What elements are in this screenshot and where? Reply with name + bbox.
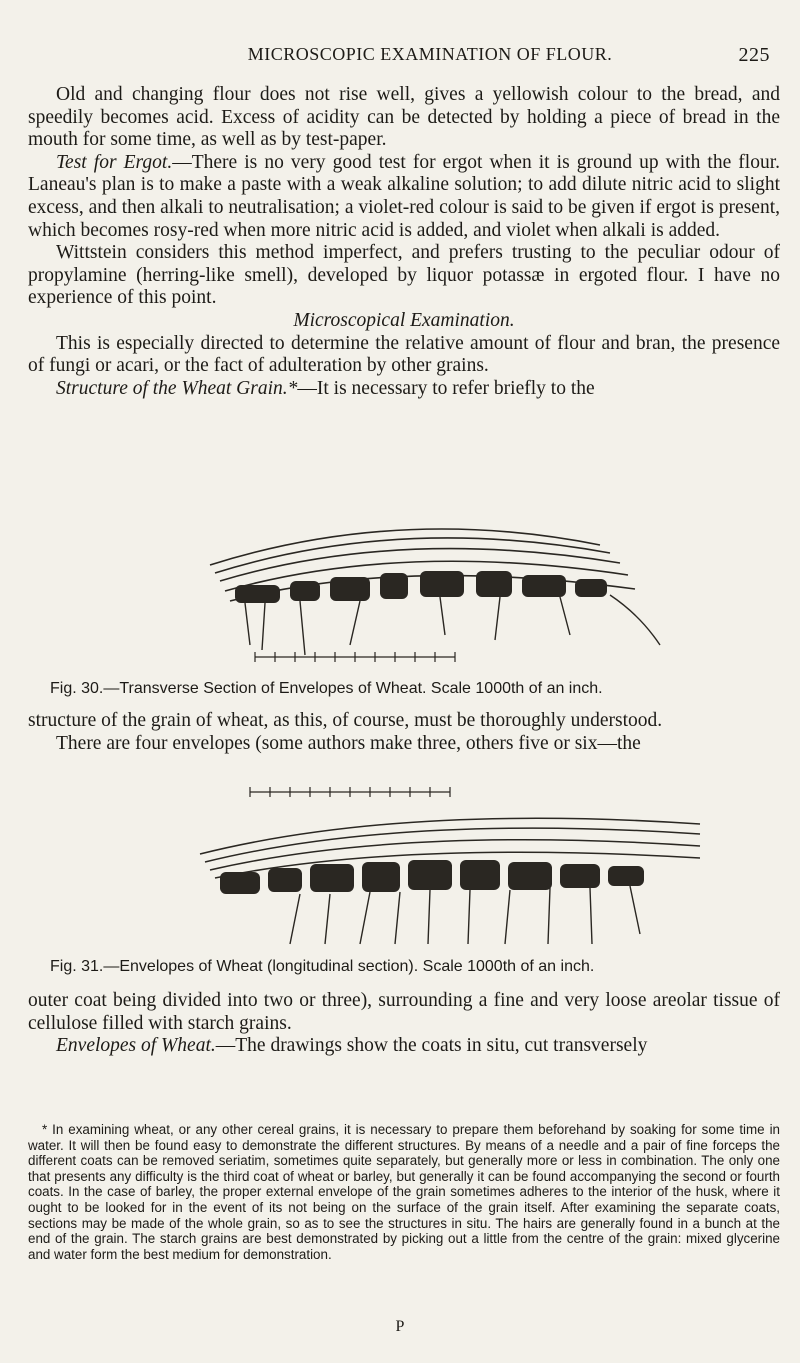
footnote — [28, 1122, 780, 1262]
running-header — [90, 44, 770, 70]
ergot-text: —There is no very good test for ergot when it is ground up with the flour. Laneau's plan is to make a paste with a weak alkaline solution; to add dilute nitric acid to slight excess, and then alkali to neutralisation; a violet-red colour is said to be given if ergot is present, which becomes rosy-red when more nitric acid is added, and violet when alkali is added. — [28, 151, 781, 241]
envelopes-heading: Envelopes of Wheat. — [56, 1035, 216, 1057]
envelopes-text: —The drawings show the coats in situ, cut transversely — [215, 1035, 648, 1057]
section-heading: Microscopical Examination. — [293, 309, 515, 331]
running-title: MICROSCOPIC EXAMINATION OF FLOUR. — [247, 44, 613, 64]
paragraph-outer-coat: outer coat being divided into two or three), surrounding a fine and very loose areolar tissue of cellulose filled with starch grains. — [28, 990, 780, 1034]
body-text-middle — [28, 710, 780, 755]
paragraph-microscopical: This is especially directed to determine the relative amount of flour and bran, the presence of fungi or acari, or the fact of adulteration by other grains. — [28, 332, 780, 377]
structure-heading: Structure of the Wheat Grain.* — [56, 377, 298, 399]
figure-31 — [0, 784, 800, 954]
body-text-top — [28, 84, 780, 400]
page-number: 225 — [738, 44, 770, 66]
footnote-text: * In examining wheat, or any other cereal grains, it is necessary to prepare them beforehand by soaking for some time in water. It will then be found easy to demonstrate the different structures. By means of a needle and a pair of fine forceps the different coats can be removed seriatim, sometimes quite separately, but generally more or less in combination. The only one that presents any difficulty is the third coat of wheat or barley, but generally it can be found accompanying the second or fourth coats. In the case of barley, the proper external envelope of the grain sometimes adheres to the interior of the husk, where it ought to be looked for in the event of its not being on the surface of the grain itself. After examining the separate coats, sections may be made of the whole grain, so as to see the structures in situ. The hairs are generally found in a bunch at the end of the grain. The starch grains are best demonstrated by picking out a little from the centre of the grain: mixed glycerine and water form the best medium for demonstration. — [28, 1122, 780, 1262]
paragraph-envelopes — [28, 1035, 780, 1058]
paragraph-structure — [28, 378, 780, 401]
ergot-heading: Test for Ergot. — [56, 151, 173, 173]
figure-31-illustration — [0, 784, 800, 954]
figure-30-caption: Fig. 30.—Transverse Section of Envelopes of Wheat. Scale 1000th of an inch. — [50, 680, 603, 697]
structure-text: —It is necessary to refer briefly to the — [297, 377, 595, 399]
paragraph-wittstein: Wittstein considers this method imperfect, and prefers trusting to the peculiar odour of propylamine (herring-like smell), developed by liquor potassæ in ergoted flour. I have no experience of this point. — [28, 242, 780, 309]
paragraph-envelopes-count: There are four envelopes (some authors make three, others five or six—the — [56, 732, 641, 754]
figure-30 — [0, 505, 800, 675]
figure-30-illustration — [0, 505, 800, 675]
paragraph-structure-continued: structure of the grain of wheat, as this, of course, must be thoroughly understood. — [28, 710, 663, 731]
paragraph-ergot — [28, 152, 780, 242]
paragraph-old-flour: Old and changing flour does not rise well, gives a yellowish colour to the bread, and speedily becomes acid. Excess of acidity can be detected by holding a piece of bread in the mouth for some time, as well as by test-paper. — [28, 84, 780, 151]
figure-31-caption: Fig. 31.—Envelopes of Wheat (longitudinal section). Scale 1000th of an inch. — [50, 958, 595, 975]
body-text-lower — [28, 990, 780, 1058]
signature-mark: P — [395, 1318, 405, 1335]
